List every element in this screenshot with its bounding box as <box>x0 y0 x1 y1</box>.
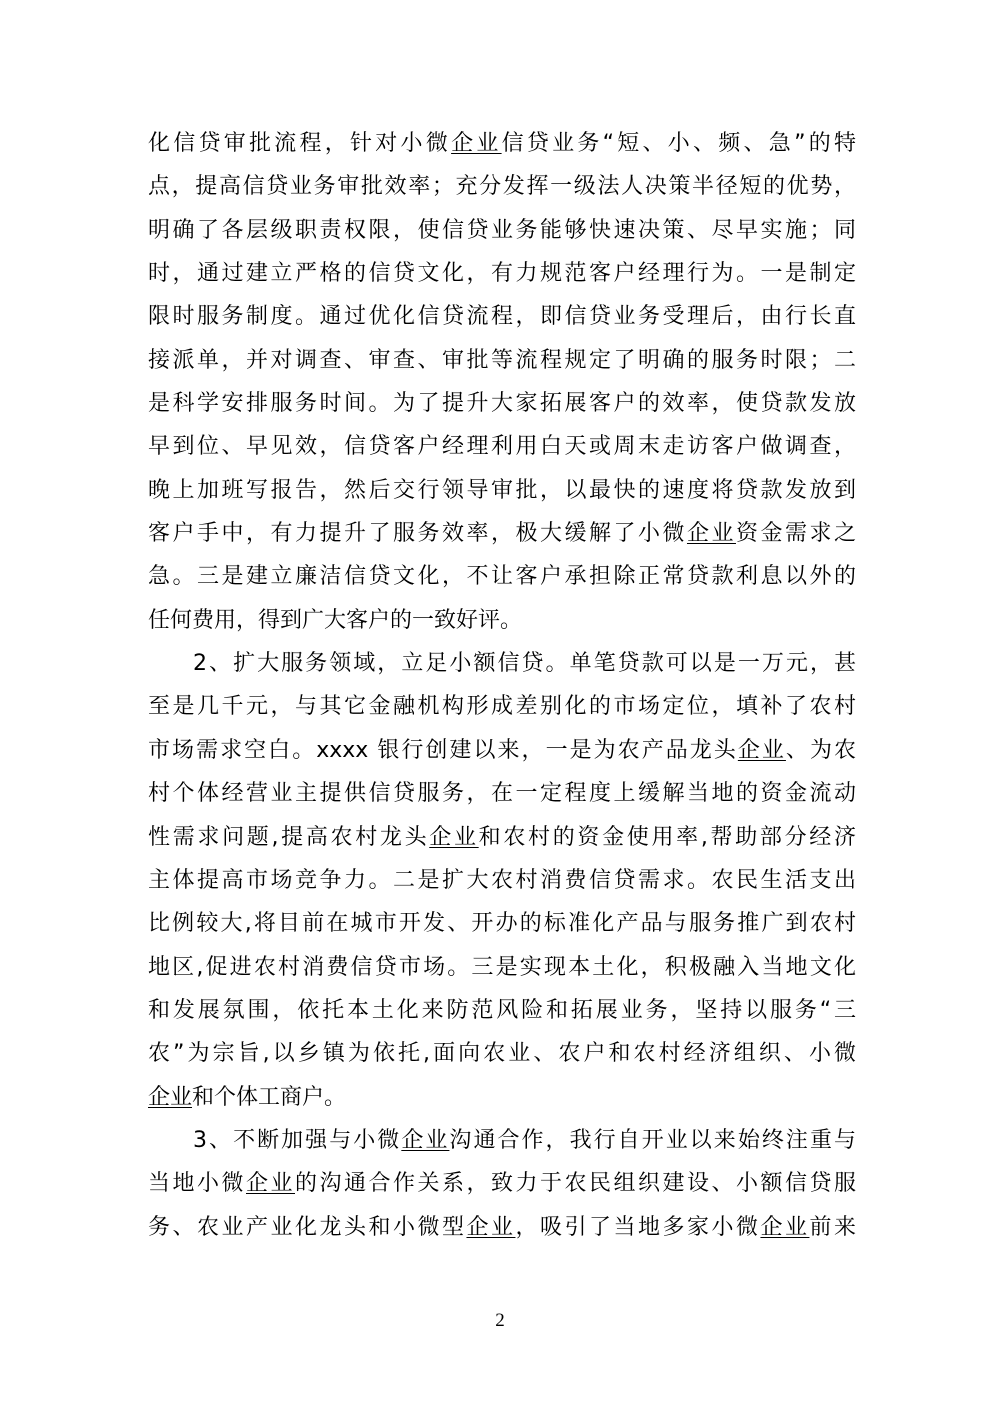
text-line <box>148 772 856 815</box>
underlined-term: 企业 <box>737 737 786 763</box>
text-run: 客户手中，有力提升了服务效率，极大缓解了小微 <box>148 521 687 547</box>
text-line <box>148 859 856 902</box>
underlined-term: 企业 <box>451 131 502 156</box>
text-run: 和发展氛围，依托本土化来防范风险和拓展业务，坚持以服务“三 <box>148 997 856 1023</box>
text-line <box>148 295 856 338</box>
text-line <box>148 1032 856 1075</box>
text-line <box>148 382 856 425</box>
text-run: 3、不断加强与小微 <box>193 1127 402 1153</box>
text-line <box>148 902 856 945</box>
text-run: 接派单，并对调查、审查、审批等流程规定了明确的服务时限；二 <box>148 347 856 373</box>
text-line <box>148 946 856 989</box>
text-run: 主体提高市场竞争力。二是扩大农村消费信贷需求。农民生活支出 <box>148 867 856 893</box>
text-line <box>148 512 856 555</box>
underlined-term: 企业 <box>466 1214 516 1240</box>
text-run: 资金需求之 <box>735 521 856 547</box>
text-line <box>148 599 856 642</box>
text-line <box>148 1076 856 1119</box>
text-line <box>148 1119 856 1162</box>
text-run: 是科学安排服务时间。为了提升大家拓展客户的效率，使贷款发放 <box>148 391 856 417</box>
text-line <box>148 685 856 728</box>
text-run: 前来 <box>809 1214 856 1240</box>
text-line <box>148 122 856 165</box>
text-run: 时，通过建立严格的信贷文化，有力规范客户经理行为。一是制定 <box>148 261 856 287</box>
text-line <box>148 252 856 295</box>
text-line <box>148 989 856 1032</box>
text-run: 沟通合作，我行自开业以来始终注重与 <box>449 1127 856 1153</box>
text-line <box>148 729 856 772</box>
document-body <box>148 122 856 1249</box>
underlined-term: 企业 <box>429 824 479 850</box>
text-run: 的沟通合作关系，致力于农民组织建设、小额信贷服 <box>295 1171 856 1197</box>
text-run: 、为农 <box>785 737 856 763</box>
text-run: 村个体经营业主提供信贷服务，在一定程度上缓解当地的资金流动 <box>148 781 856 807</box>
underlined-term: 企业 <box>760 1214 810 1240</box>
page-number: 2 <box>495 1310 505 1331</box>
text-run: 化信贷审批流程，针对小微 <box>148 131 452 156</box>
text-run: 至是几千元，与其它金融机构形成差别化的市场定位，填补了农村 <box>148 694 856 720</box>
text-line <box>148 469 856 512</box>
text-run: 市场需求空白。xxxx 银行创建以来，一是为农产品龙头 <box>148 737 738 763</box>
text-run: 和农村的资金使用率,帮助部分经济 <box>478 824 856 850</box>
text-line <box>148 339 856 382</box>
text-run: 农”为宗旨,以乡镇为依托,面向农业、农户和农村经济组织、小微 <box>148 1041 856 1067</box>
text-run: 晚上加班写报告，然后交行领导审批，以最快的速度将贷款发放到 <box>148 477 856 503</box>
text-run: 地区,促进农村消费信贷市场。三是实现本土化，积极融入当地文化 <box>148 954 856 980</box>
underlined-term: 企业 <box>401 1127 450 1153</box>
text-run: 任何费用，得到广大客户的一致好评。 <box>148 607 523 633</box>
text-line <box>148 165 856 208</box>
text-run: 点，提高信贷业务审批效率；充分发挥一级法人决策半径短的优势， <box>148 174 856 200</box>
text-run: 早到位、早见效，信贷客户经理利用白天或周末走访客户做调查， <box>148 434 856 460</box>
text-run: 性需求问题,提高农村龙头 <box>148 824 430 850</box>
text-line <box>148 1162 856 1205</box>
text-run: 限时服务制度。通过优化信贷流程，即信贷业务受理后，由行长直 <box>148 304 856 330</box>
text-run: ，吸引了当地多家小微 <box>515 1214 761 1240</box>
text-run: 当地小微 <box>148 1171 246 1197</box>
text-run: 急。三是建立廉洁信贷文化，不让客户承担除正常贷款利息以外的 <box>148 564 856 590</box>
text-line <box>148 555 856 598</box>
text-run: 务、农业产业化龙头和小微型 <box>148 1214 467 1240</box>
underlined-term: 企业 <box>686 521 736 547</box>
text-line <box>148 425 856 468</box>
text-line <box>148 1206 856 1249</box>
text-line <box>148 816 856 859</box>
underlined-term: 企业 <box>246 1171 295 1197</box>
text-run: 明确了各层级职责权限，使信贷业务能够快速决策、尽早实施；同 <box>148 217 856 243</box>
text-line <box>148 209 856 252</box>
text-run: 2、扩大服务领域，立足小额信贷。单笔贷款可以是一万元，甚 <box>193 651 856 677</box>
underlined-term: 企业 <box>148 1084 193 1110</box>
text-run: 信贷业务“短、小、频、急”的特 <box>501 131 856 156</box>
text-run: 和个体工商户。 <box>192 1084 347 1110</box>
text-line <box>148 642 856 685</box>
text-run: 比例较大,将目前在城市开发、开办的标准化产品与服务推广到农村 <box>148 911 856 937</box>
